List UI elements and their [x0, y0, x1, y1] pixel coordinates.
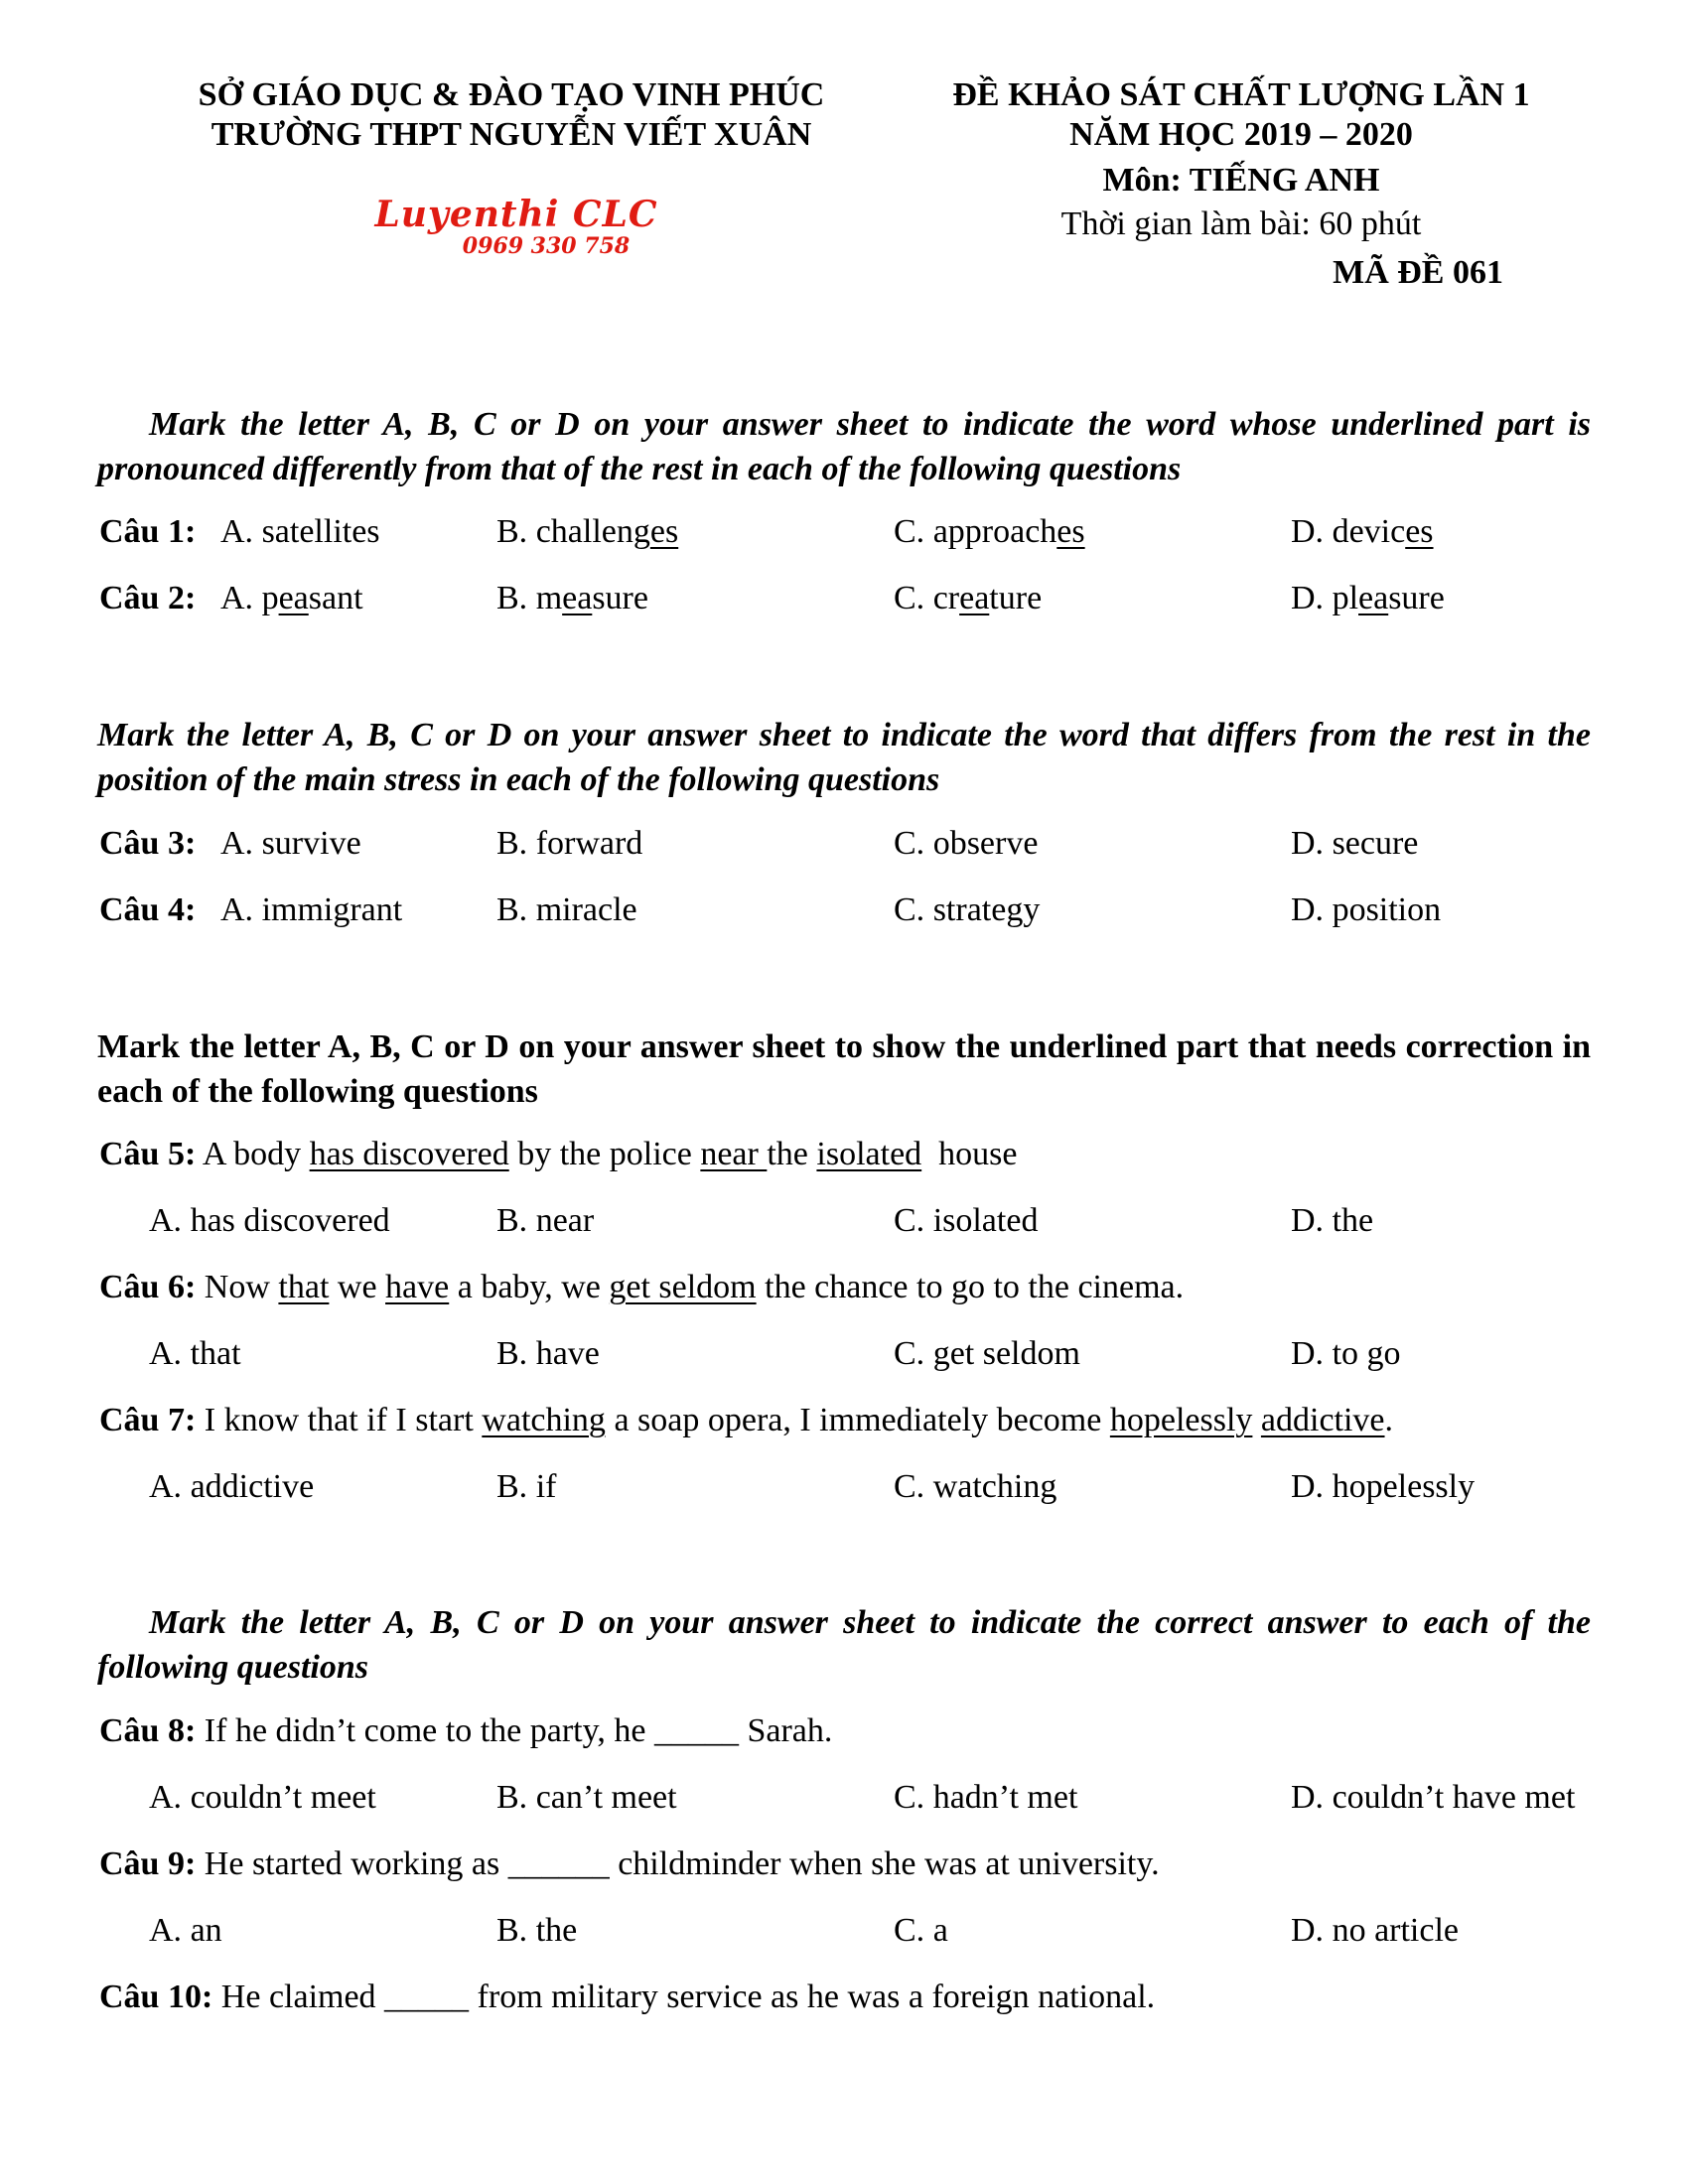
question-2-option-d[interactable]: D. pleasure: [1291, 580, 1445, 616]
section-1-instruction: Mark the letter A, B, C or D on your answer sheet to indicate the word whose underlined part is pronounced differently from that of the rest in each of the following questions: [97, 406, 1591, 487]
logo: [357, 195, 675, 258]
section-4-instruction: Mark the letter A, B, C or D on your answer sheet to indicate the correct answer to each of the following questions: [97, 1604, 1591, 1686]
question-3-option-d[interactable]: D. secure: [1291, 825, 1419, 862]
subject: Môn: TIẾNG ANH: [1102, 162, 1380, 199]
exam-code: MÃ ĐỀ 061: [1333, 254, 1503, 291]
question-3-option-c[interactable]: C. observe: [894, 825, 1039, 862]
question-10: Câu 10: He claimed _____ from military service as he was a foreign national.: [99, 1979, 1156, 2015]
question-5-option-d[interactable]: D. the: [1291, 1202, 1374, 1239]
question-4-option-a[interactable]: A. immigrant: [220, 891, 403, 928]
question-9: Câu 9: He started working as ______ childminder when she was at university.: [99, 1845, 1160, 1882]
question-7: Câu 7: I know that if I start watching a soap opera, I immediately become hopelessly addictive.: [99, 1402, 1394, 1438]
question-2-option-a[interactable]: A. peasant: [220, 580, 363, 616]
question-1-option-d[interactable]: D. devices: [1291, 513, 1434, 550]
question-6: Câu 6: Now that we have a baby, we get seldom the chance to go to the cinema.: [99, 1269, 1185, 1305]
question-9-option-c[interactable]: C. a: [894, 1912, 948, 1949]
question-5-option-a[interactable]: A. has discovered: [149, 1202, 390, 1239]
question-8-option-a[interactable]: A. couldn’t meet: [149, 1779, 376, 1816]
school-name: TRƯỜNG THPT NGUYỄN VIẾT XUÂN: [211, 116, 812, 153]
question-3-option-a[interactable]: A. survive: [220, 825, 361, 862]
question-8-option-d[interactable]: D. couldn’t have met: [1291, 1779, 1576, 1816]
exam-header: [874, 75, 1609, 244]
question-5-option-c[interactable]: C. isolated: [894, 1202, 1039, 1239]
question-6-option-d[interactable]: D. to go: [1291, 1335, 1401, 1372]
department-name: SỞ GIÁO DỤC & ĐÀO TẠO VINH PHÚC: [198, 76, 825, 113]
section-3-instruction: Mark the letter A, B, C or D on your answer sheet to show the underlined part that needs correction in each of the following questions: [97, 1028, 1591, 1110]
question-7-option-c[interactable]: C. watching: [894, 1468, 1057, 1505]
question-2: Câu 2:: [99, 580, 197, 616]
question-8-option-c[interactable]: C. hadn’t met: [894, 1779, 1078, 1816]
question-6-option-c[interactable]: C. get seldom: [894, 1335, 1080, 1372]
question-8: Câu 8: If he didn’t come to the party, he _____ Sarah.: [99, 1712, 833, 1749]
question-3-option-b[interactable]: B. forward: [496, 825, 643, 862]
logo-name: Luyenthi CLC: [374, 194, 658, 235]
question-4: Câu 4:: [99, 891, 197, 928]
question-7-option-a[interactable]: A. addictive: [149, 1468, 315, 1505]
question-1: Câu 1:: [99, 513, 197, 550]
school-year: NĂM HỌC 2019 – 2020: [1069, 116, 1413, 153]
question-4-option-d[interactable]: D. position: [1291, 891, 1442, 928]
question-1-option-a[interactable]: A. satellites: [220, 513, 380, 550]
question-4-option-c[interactable]: C. strategy: [894, 891, 1041, 928]
question-5-option-b[interactable]: B. near: [496, 1202, 595, 1239]
question-9-option-b[interactable]: B. the: [496, 1912, 578, 1949]
school-header: [149, 75, 874, 155]
question-4-option-b[interactable]: B. miracle: [496, 891, 637, 928]
question-7-option-d[interactable]: D. hopelessly: [1291, 1468, 1476, 1505]
question-6-option-b[interactable]: B. have: [496, 1335, 600, 1372]
question-1-option-b[interactable]: B. challenges: [496, 513, 679, 550]
question-5: Câu 5: A body has discovered by the police near the isolated house: [99, 1136, 1018, 1172]
time-limit: Thời gian làm bài: 60 phút: [1060, 205, 1422, 242]
question-7-option-b[interactable]: B. if: [496, 1468, 557, 1505]
question-9-option-a[interactable]: A. an: [149, 1912, 222, 1949]
question-8-option-b[interactable]: B. can’t meet: [496, 1779, 677, 1816]
question-3: Câu 3:: [99, 825, 197, 862]
question-9-option-d[interactable]: D. no article: [1291, 1912, 1459, 1949]
question-2-option-c[interactable]: C. creature: [894, 580, 1043, 616]
question-6-option-a[interactable]: A. that: [149, 1335, 241, 1372]
logo-phone: 0969 330 758: [462, 233, 631, 259]
section-2-instruction: Mark the letter A, B, C or D on your answer sheet to indicate the word that differs from the rest in the position of the main stress in each of the following questions: [97, 717, 1591, 798]
exam-title: ĐỀ KHẢO SÁT CHẤT LƯỢNG LẦN 1: [952, 76, 1530, 113]
question-1-option-c[interactable]: C. approaches: [894, 513, 1085, 550]
question-2-option-b[interactable]: B. measure: [496, 580, 648, 616]
